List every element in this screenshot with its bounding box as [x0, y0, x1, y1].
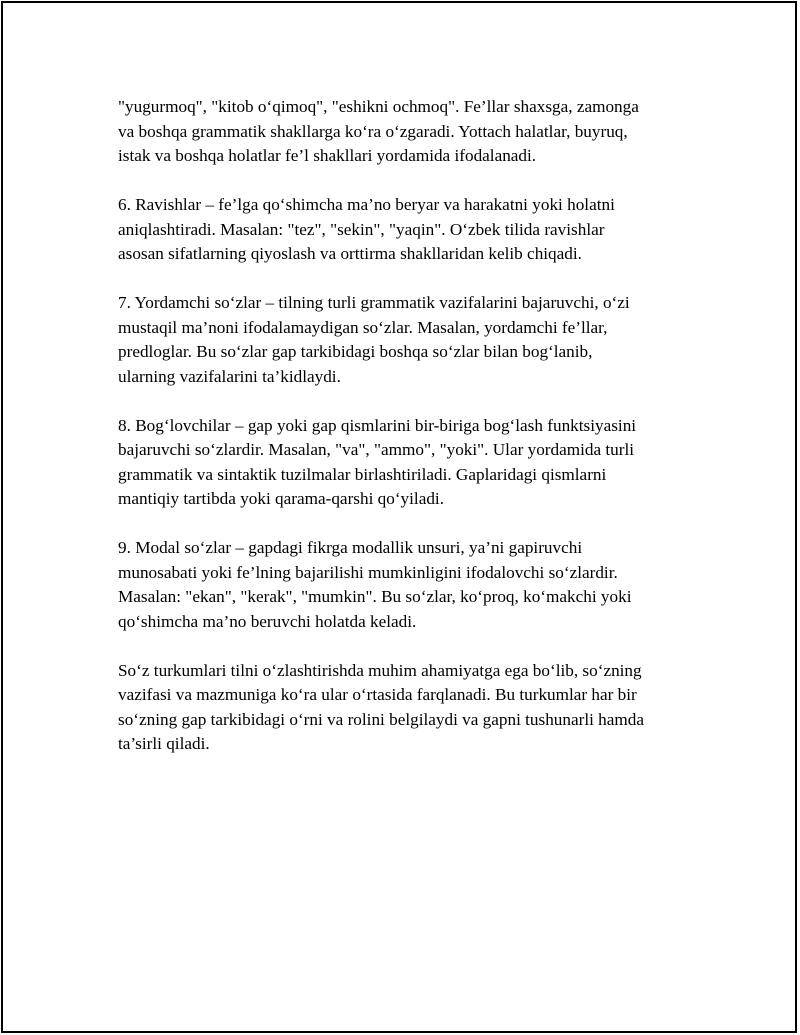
- page-frame: [1, 1, 797, 1033]
- paragraph-auxiliary-words: 7. Yordamchi so‘zlar – tilning turli grammatik vazifalarini bajaruvchi, o‘zi mustaqil ma’noni ifodalamaydigan so‘zlar. Masalan, yordamchi fe’llar, predloglar. Bu so‘zlar gap tarkibidagi boshqa so‘zlar bilan bog‘lanib, ularning vazifalarini ta’kidlaydi.: [118, 293, 630, 386]
- document-body: [118, 95, 703, 757]
- paragraph-conjunctions: 8. Bog‘lovchilar – gap yoki gap qismlarini bir-biriga bog‘lash funktsiyasini bajaruvchi so‘zlardir. Masalan, "va", "ammo", "yoki". Ular yordamida turli grammatik va sintaktik tuzilmalar birlashtiriladi. Gaplaridagi qismlarni mantiqiy tartibda yoki qarama-qarshi qo‘yiladi.: [118, 415, 637, 508]
- paragraph-verbs-continued: "yugurmoq", "kitob o‘qimoq", "eshikni ochmoq". Fe’llar shaxsga, zamonga va boshqa grammatik shakllarga ko‘ra o‘zgaradi. Yottach halatlar, buyruq, istak va boshqa holatlar fe’l shakllari yordamida ifodalanadi.: [118, 97, 639, 165]
- paragraph-conclusion: So‘z turkumlari tilni o‘zlashtirishda muhim ahamiyatga ega bo‘lib, so‘zning vazifasi va mazmuniga ko‘ra ular o‘rtasida farqlanadi. Bu turkumlar har bir so‘zning gap tarkibidagi o‘rni va rolini belgilaydi va gapni tushunarli hamda ta’sirli qiladi.: [118, 660, 644, 753]
- paragraph-adverbs: 6. Ravishlar – fe’lga qo‘shimcha ma’no beryar va harakatni yoki holatni aniqlashtiradi. Masalan: "tez", "sekin", "yaqin". O‘zbek tilida ravishlar asosan sifatlarning qiyoslash va orttirma shakllaridan kelib chiqadi.: [118, 195, 615, 263]
- paragraph-modal-words: 9. Modal so‘zlar – gapdagi fikrga modallik unsuri, ya’ni gapiruvchi munosabati yoki fe’lning bajarilishi mumkinligini ifodalovchi so‘zlardir. Masalan: "ekan", "kerak", "mumkin". Bu so‘zlar, ko‘proq, ko‘makchi yoki qo‘shimcha ma’no beruvchi holatda keladi.: [118, 538, 632, 631]
